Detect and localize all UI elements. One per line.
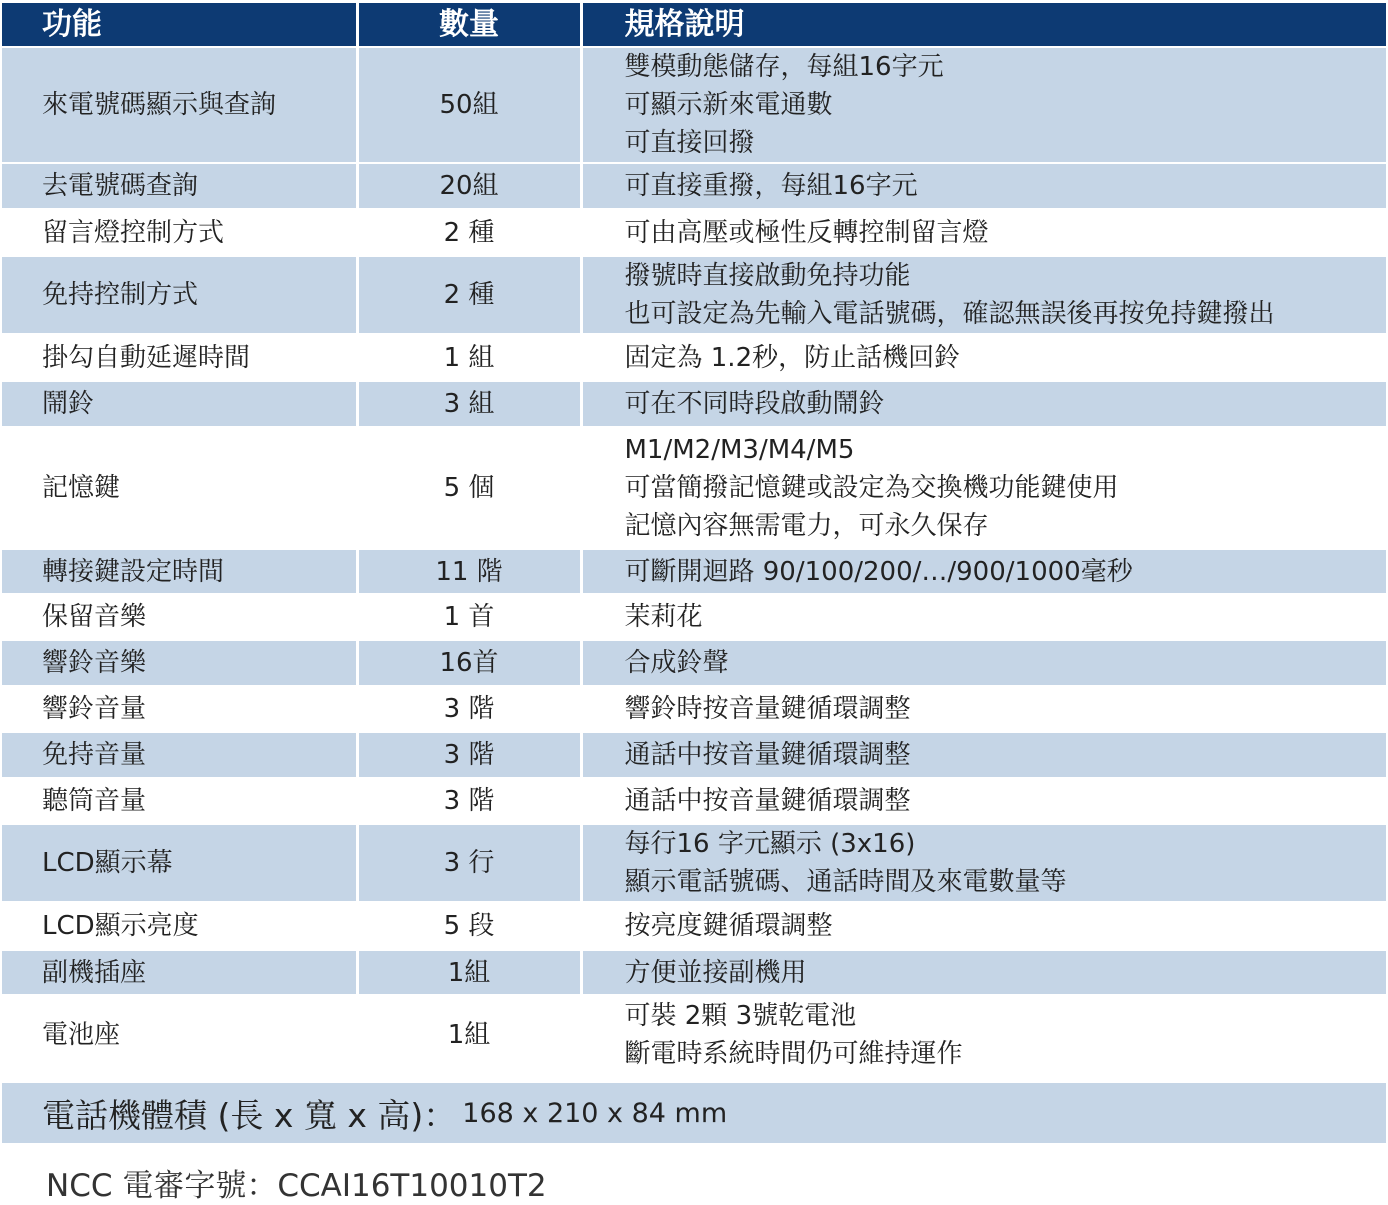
table-header-row (2, 3, 1386, 47)
spec-line: 通話中按音量鍵循環調整 (624, 786, 911, 816)
spec-line: M1/M2/M3/M4/M5 (624, 435, 855, 465)
spec-line: 可裝 2顆 3號乾電池 (624, 1000, 857, 1031)
feature-cell: 留言燈控制方式 (2, 209, 357, 256)
spec-line: 茉莉花 (624, 602, 703, 632)
feature-cell: LCD顯示幕 (2, 824, 357, 902)
feature-cell: LCD顯示亮度 (2, 902, 357, 950)
quantity-cell: 1組 (357, 995, 581, 1073)
feature-cell: 響鈴音量 (2, 686, 357, 732)
spec-line: 方便並接副機用 (624, 957, 807, 988)
spec-table (2, 3, 1386, 1073)
table-row (2, 256, 1386, 334)
spec-line: 合成鈴聲 (624, 648, 729, 678)
quantity-cell: 3 組 (357, 381, 581, 427)
feature-cell: 掛勾自動延遲時間 (2, 334, 357, 381)
header-spec: 規格說明 (581, 3, 1386, 47)
spec-cell (581, 334, 1386, 381)
quantity-cell: 50組 (357, 47, 581, 163)
spec-line: 可顯示新來電通數 (624, 90, 833, 120)
ncc-approval-number: NCC 電審字號：CCAI16T10010T2 (46, 1168, 547, 1204)
quantity-cell: 11 階 (357, 549, 581, 594)
table-row (2, 686, 1386, 732)
spec-line: 可直接回撥 (624, 128, 755, 158)
table-body (2, 47, 1386, 1073)
spec-line: 可在不同時段啟動鬧鈴 (624, 389, 885, 419)
table-row (2, 594, 1386, 640)
spec-cell (581, 594, 1386, 640)
table-row (2, 902, 1386, 950)
dimensions-bar (2, 1083, 1386, 1143)
table-row (2, 47, 1386, 163)
quantity-cell: 3 階 (357, 686, 581, 732)
feature-cell: 免持音量 (2, 732, 357, 778)
feature-cell: 轉接鍵設定時間 (2, 549, 357, 594)
table-row (2, 732, 1386, 778)
spec-line: 也可設定為先輸入電話號碼，確認無誤後再按免持鍵撥出 (624, 299, 1275, 329)
spec-line: 可由高壓或極性反轉控制留言燈 (624, 217, 989, 248)
quantity-cell: 2 種 (357, 209, 581, 256)
feature-cell: 副機插座 (2, 950, 357, 995)
spec-cell (581, 995, 1386, 1073)
quantity-cell: 3 階 (357, 778, 581, 824)
spec-line: 可斷開迴路 90/100/200/…/900/1000毫秒 (624, 556, 1133, 587)
spec-line: 固定為 1.2秒，防止話機回鈴 (624, 342, 961, 373)
feature-cell: 免持控制方式 (2, 256, 357, 334)
header-feature: 功能 (2, 3, 357, 47)
quantity-cell: 5 段 (357, 902, 581, 950)
table-row (2, 381, 1386, 427)
spec-line: 每行16 字元顯示 (3x16) (624, 829, 916, 859)
spec-line: 撥號時直接啟動免持功能 (624, 261, 911, 291)
quantity-cell: 16首 (357, 640, 581, 686)
spec-line: 記憶內容無需電力，可永久保存 (624, 511, 989, 541)
table-row (2, 950, 1386, 995)
spec-cell (581, 950, 1386, 995)
spec-line: 雙模動態儲存，每組16字元 (624, 52, 944, 82)
spec-line: 響鈴時按音量鍵循環調整 (624, 694, 911, 724)
feature-cell: 來電號碼顯示與查詢 (2, 47, 357, 163)
spec-cell (581, 381, 1386, 427)
spec-cell (581, 902, 1386, 950)
spec-cell (581, 47, 1386, 163)
quantity-cell: 20組 (357, 163, 581, 209)
feature-cell: 保留音樂 (2, 594, 357, 640)
quantity-cell: 3 行 (357, 824, 581, 902)
feature-cell: 去電號碼查詢 (2, 163, 357, 209)
quantity-cell: 2 種 (357, 256, 581, 334)
spec-line: 按亮度鍵循環調整 (624, 911, 833, 941)
spec-cell (581, 640, 1386, 686)
table-row (2, 640, 1386, 686)
table-row (2, 995, 1386, 1073)
spec-line: 通話中按音量鍵循環調整 (624, 740, 911, 770)
feature-cell: 聽筒音量 (2, 778, 357, 824)
spec-line: 顯示電話號碼、通話時間及來電數量等 (624, 867, 1067, 897)
table-row (2, 427, 1386, 549)
feature-cell: 響鈴音樂 (2, 640, 357, 686)
spec-cell (581, 256, 1386, 334)
table-row (2, 209, 1386, 256)
quantity-cell: 5 個 (357, 427, 581, 549)
quantity-cell: 1 首 (357, 594, 581, 640)
dimensions-value: 168 x 210 x 84 mm (462, 1097, 728, 1129)
spec-cell (581, 163, 1386, 209)
table-row (2, 824, 1386, 902)
dimensions-label: 電話機體積 (長 x 寬 x 高)： (42, 1095, 457, 1135)
table-row (2, 778, 1386, 824)
table-row (2, 163, 1386, 209)
feature-cell: 電池座 (2, 995, 357, 1073)
quantity-cell: 1組 (357, 950, 581, 995)
spec-line: 可當簡撥記憶鍵或設定為交換機功能鍵使用 (624, 473, 1119, 503)
spec-cell (581, 209, 1386, 256)
spec-cell (581, 824, 1386, 902)
quantity-cell: 3 階 (357, 732, 581, 778)
table-row (2, 549, 1386, 594)
spec-cell (581, 732, 1386, 778)
feature-cell: 記憶鍵 (2, 427, 357, 549)
feature-cell: 鬧鈴 (2, 381, 357, 427)
spec-line: 可直接重撥，每組16字元 (624, 171, 918, 201)
spec-cell (581, 686, 1386, 732)
spec-line: 斷電時系統時間仍可維持運作 (624, 1038, 963, 1069)
header-quantity: 數量 (357, 3, 581, 47)
spec-cell (581, 778, 1386, 824)
spec-cell (581, 549, 1386, 594)
table-row (2, 334, 1386, 381)
spec-cell (581, 427, 1386, 549)
quantity-cell: 1 組 (357, 334, 581, 381)
